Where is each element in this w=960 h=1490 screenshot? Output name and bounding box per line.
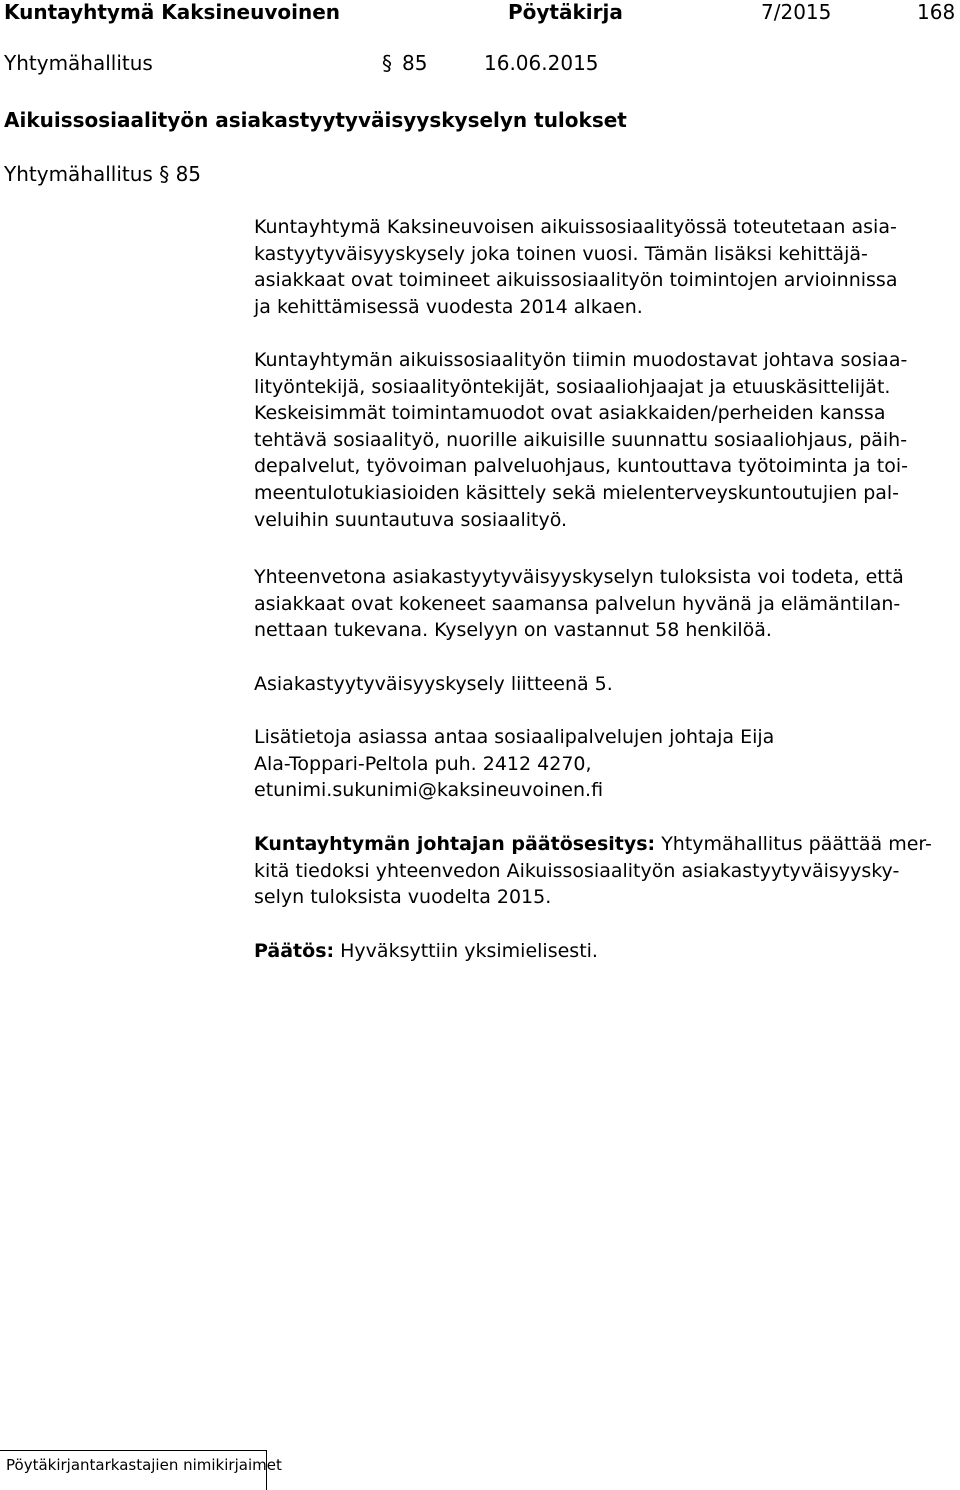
decision-text: Hyväksyttiin yksimielisesti. [334,940,598,962]
section-reference-body: Yhtymähallitus [4,162,153,186]
paragraph-summary: Yhteenvetona asiakastyytyväisyyskyselyn tuloksista voi todeta, että asiakkaat ovat kokeneet saamansa palvelun hyvänä ja elämäntilan- nettaan tukevana. Kyselyyn on vastannut 58 henkilöä. [254,566,904,642]
agenda-title: Aikuissosiaalityön asiakastyytyväisyyskyselyn tulokset [4,108,627,132]
paragraph-team: Kuntayhtymän aikuissosiaalityön tiimin muodostavat johtava sosiaa- lityöntekijä, sosiaalityöntekijät, sosiaaliohjaajat ja etuuskäsittelijät. Keskeisimmät toimintamuodot ovat asiakkaiden/perheiden kanssa tehtävä sosiaalityö, nuorille aikuisille suunnattu sosiaaliohjaus, päih- depalvelut, työvoiman palveluohjaus, kuntouttava työtoiminta ja toi- meentulotukiasioiden käsittely sekä mielenterveyskuntoutujien pal- veluihin suuntautuva sosiaalityö. [254,349,908,531]
section-reference-number: 85 [175,162,202,186]
paragraph-contact: Lisätietoja asiassa antaa sosiaalipalvelujen johtaja Eija Ala-Toppari-Peltola puh. 2412 4270, etunimi.sukunimi@kaksineuvoinen.fi [254,724,954,804]
proposal-label: Kuntayhtymän johtajan päätösesitys: [254,833,656,855]
section-symbol: § [382,51,392,75]
section-reference-symbol: § [159,162,170,186]
paragraph-intro: Kuntayhtymä Kaksineuvoisen aikuissosiaalityössä toteutetaan asia- kastyytyväisyyskysely joka toinen vuosi. Tämän lisäksi kehittäjä- asiakkaat ovat toimineet aikuissosiaalityön toimintojen arvioinnissa ja kehittämisessä vuodesta 2014 alkaen. [254,216,898,318]
document-type: Pöytäkirja [508,0,623,24]
decision-label: Päätös: [254,940,335,962]
section-number: 85 [402,51,428,75]
paragraph-attachment: Asiakastyytyväisyyskysely liitteenä 5. [254,673,613,695]
meeting-date: 16.06.2015 [484,51,599,75]
issue-number: 7/2015 [761,0,832,24]
section-reference [4,162,201,186]
meeting-body: Yhtymähallitus [4,51,153,75]
paragraph-decision [254,938,954,965]
page-number: 168 [917,0,956,24]
signature-box-top-border [0,1450,266,1451]
contact-email: etunimi.sukunimi@kaksineuvoinen.fi [254,779,604,802]
signature-label: Pöytäkirjantarkastajien nimikirjaimet [6,1456,282,1474]
proposal-text: Yhtymähallitus päättää mer- [655,833,932,855]
organization-name: Kuntayhtymä Kaksineuvoinen [4,0,341,24]
paragraph-proposal: Kuntayhtymän johtajan päätösesitys: Yhtymähallitus päättää mer- kitä tiedoksi yhteenvedon Aikuissosiaalityön asiakastyytyväisyysky- selyn tuloksista vuodelta 2015. [254,833,932,909]
